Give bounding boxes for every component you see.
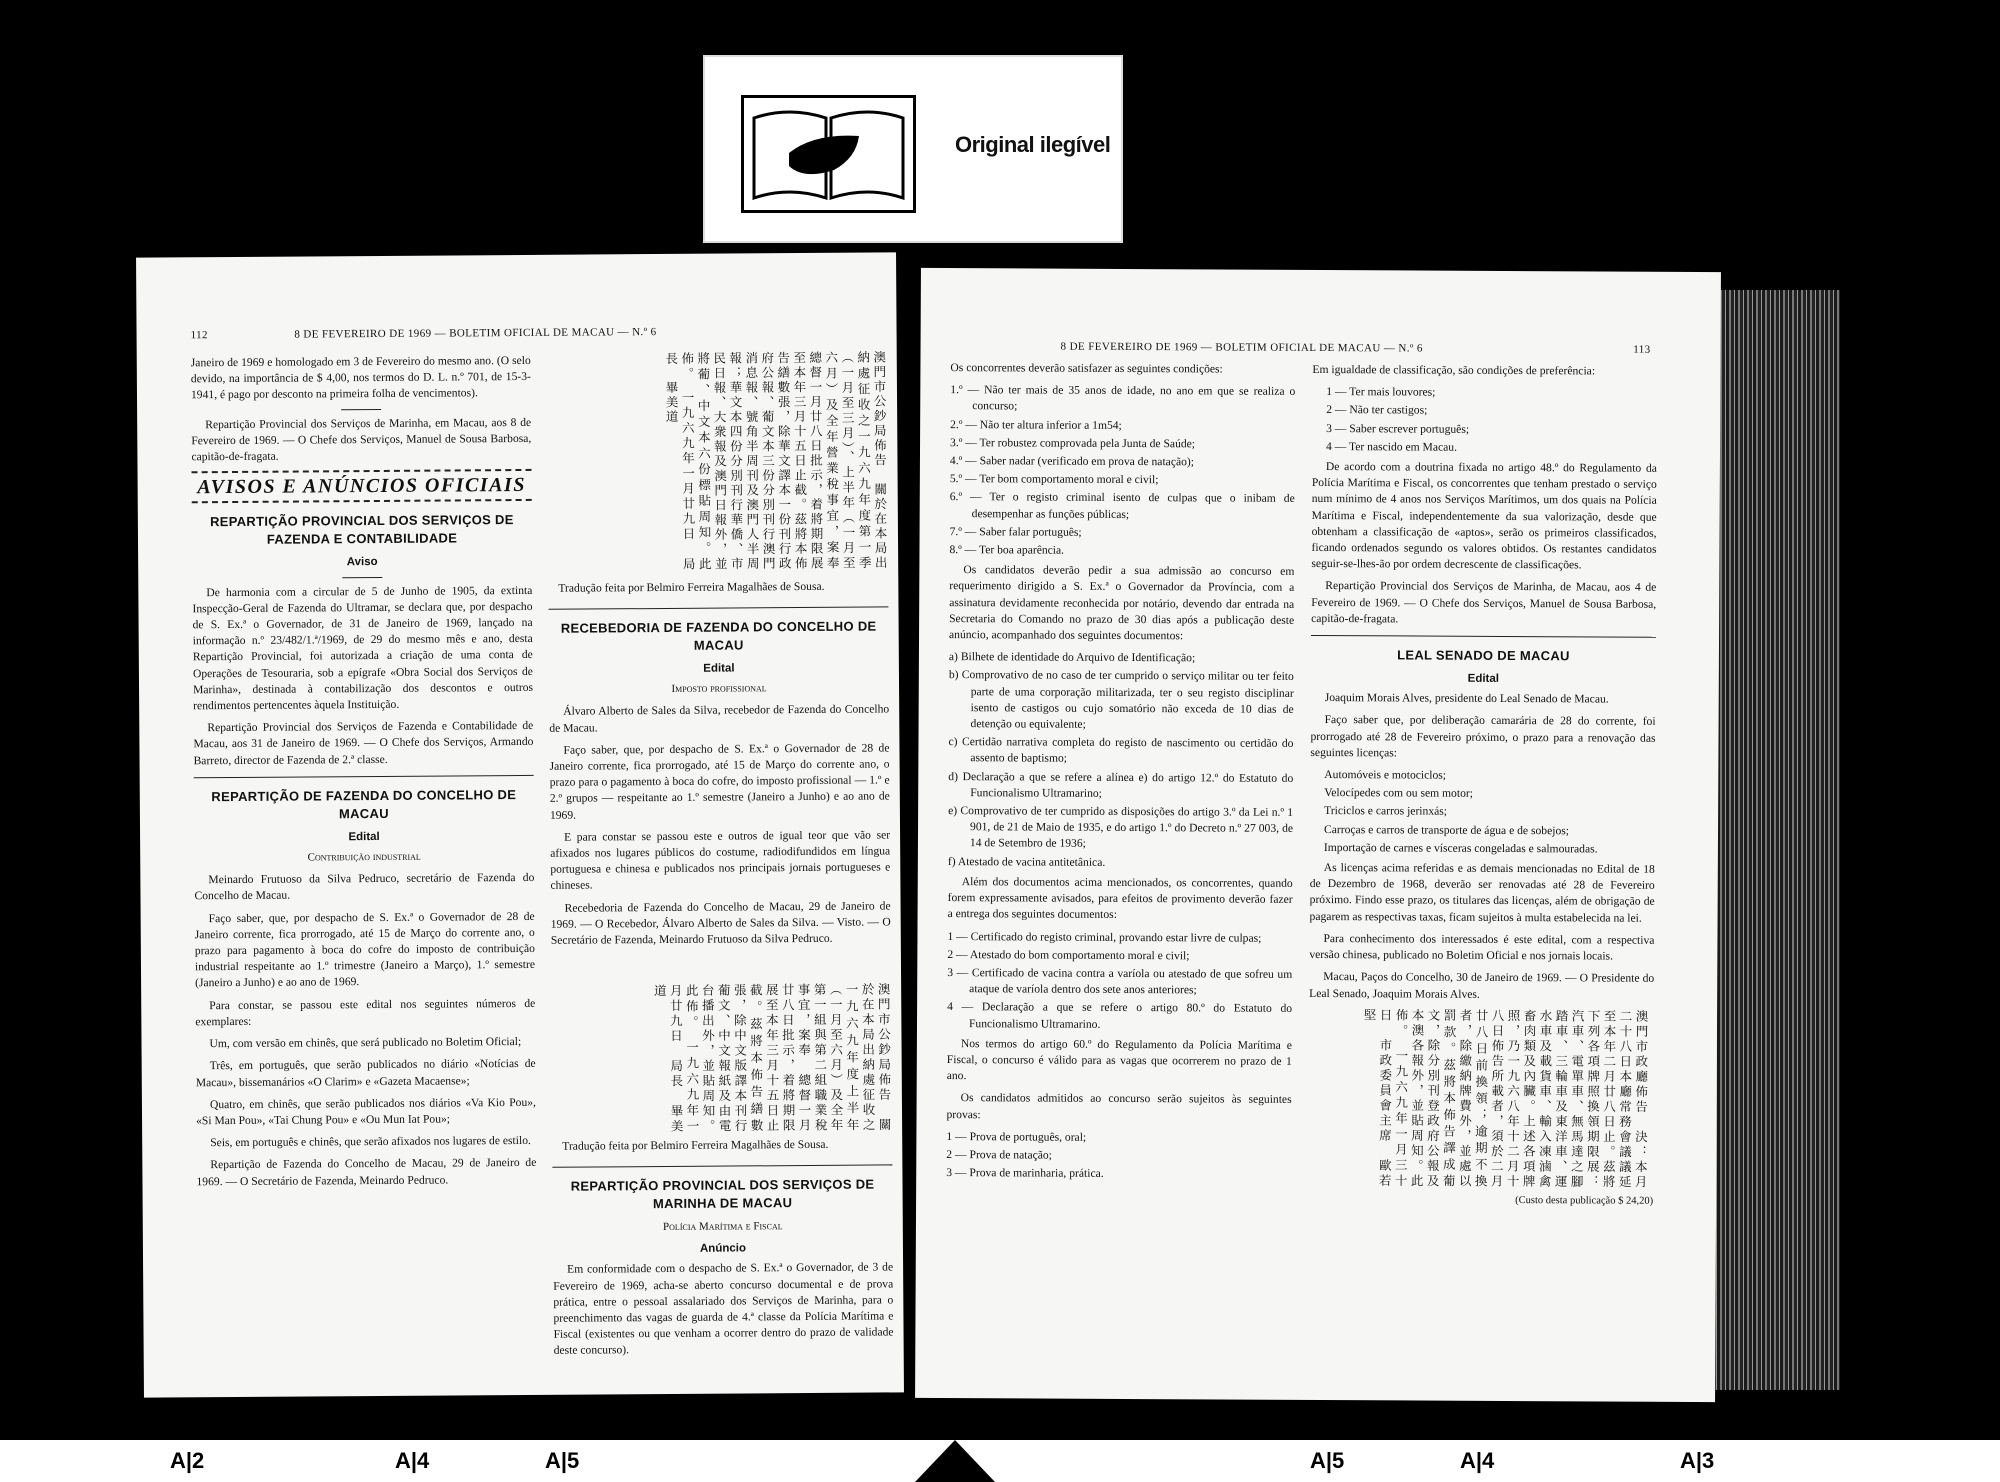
divider (341, 409, 381, 410)
frame-marker: A|3 (1680, 1448, 1715, 1473)
illegible-original-card (703, 55, 1123, 243)
chinese-notice: 澳門市政廳佈告 決：本月二十八日本廳常務會議議延至本年二月廿八日止。茲將下列各項牌照換領期限展：汽車、電單車、無馬達之腳踏車、三輪車及東洋車、運水車及載貨車、輸入凍滷禽畜肉類及內臟。上述各項牌照，乃一九六八年十二月十八日佈告所載者，須於二月廿八日前換領；逾期不換者，除繳納牌費外，並處以罰款。茲將本佈告譯成葡文，除分別刊登政府公報及本澳各報外，並貼周知。此佈。 一九六九年一月三十日 市政委員會主席 歐若堅 (1362, 1007, 1650, 1190)
center-arrow-icon (915, 1440, 995, 1482)
open-book-icon (741, 95, 916, 213)
list-item: Carroças e carros de transporte de água e de sobejos; (1323, 822, 1570, 837)
frame-marker: A|5 (545, 1448, 580, 1473)
section-subtitle: Anúncio (699, 1242, 747, 1255)
list-item: a) Bilhete de identidade do Arquivo de Identificação; (948, 650, 1196, 665)
section-subtitle: Aviso (346, 556, 378, 569)
paragraph: Faço saber, que, por despacho de S. Ex.ª o Governador de 28 de Janeiro corrente, fica prorrogado, até 15 de Março do corrente ano, o prazo para pagamento à boca do cofre do imposto de contribuição industrial respeitante ao 1.º trimestre (Janeiro a Março), 1.º semestre (Janeiro a Junho) e ao ano de 1969. (194, 909, 536, 990)
section-title: RECEBEDORIA DE FAZENDA DO CONCELHO DE MACAU (560, 618, 877, 653)
frame-marker: A|5 (1310, 1448, 1345, 1473)
header-text: 8 DE FEVEREIRO DE 1969 — BOLETIM OFICIAL DE MACAU — N.º 6 (294, 326, 657, 341)
paragraph: Três, em português, que serão publicados no diário «Notícias de Macau», bissemanários «O Clarim» e «Gazeta Macaense»; (195, 1057, 536, 1089)
list-item: 1 — Certificado do registo criminal, provando estar livre de culpas; (947, 929, 1262, 945)
licences-list (1324, 767, 1655, 858)
additional-documents-list (947, 929, 1293, 1034)
chinese-notice: 澳門市公鈔局佈告 關於在本局出納處征收之一九六九年度上半年（一月至六月）及全年第一組與第二組職業稅事宜，案奉 總督一月廿八日批示，着將期限展至本年三月十五日止截。茲將本佈告繕數張，除中文版譯本刊行葡文、中文報紙及由電台播出外，並貼周知。此佈。 一九六九年一月廿九日 局長 畢美道 (652, 982, 893, 1134)
paragraph: As licenças acima referidas e as demais mencionadas no Edital de 18 de Dezembro de 1968, deverão ser renovadas até 28 de Fevereiro próximo. Findo esse prazo, os titulares das licenças, além de obrigação de pagarem as respectivas taxas, ficam sujeitos à multa estabelecida na lei. (1309, 861, 1655, 925)
list-item: 7.º — Saber falar português; (949, 524, 1082, 539)
paragraph: Para constar, se passou este edital nos seguintes números de exemplares: (195, 996, 536, 1029)
section-label: Polícia Marítima e Fiscal (662, 1220, 783, 1234)
divider (342, 577, 382, 578)
list-item: 2 — Atestado do bom comportamento moral e civil; (947, 947, 1190, 963)
list-item: Automóveis e motociclos; (1324, 768, 1447, 782)
list-item: 1 — Ter mais louvores; (1326, 385, 1436, 399)
paragraph: Nos termos do artigo 60.º do Regulamento da Polícia Marítima e Fiscal, o concurso é válido para as vagas que ocorrerem no prazo de 1 ano. (946, 1036, 1292, 1083)
list-item: c) Certidão narrativa completa do registo de nascimento ou certidão do assento de baptismo; (948, 735, 1294, 766)
paragraph: E para constar se passou este e outros de igual teor que vão ser afixados nos lugares públicos do costume, radiodifundidos em língua portuguesa e chinesa e publicados nos principais jornais portugueses e chineses. (550, 828, 891, 893)
page-number: 113 (1633, 343, 1651, 356)
section-title: LEAL SENADO DE MACAU (1397, 647, 1570, 664)
list-item: 1 — Prova de português, oral; (946, 1129, 1087, 1144)
paragraph: Um, com versão em chinês, que será publicado no Boletim Oficial; (209, 1035, 522, 1051)
divider (194, 775, 534, 778)
list-item: 3 — Saber escrever português; (1326, 421, 1470, 436)
section-label: Imposto profissional (671, 682, 767, 696)
list-item: b) Comprovativo de no caso de ter cumprido o serviço militar ou ter feito parte de uma corporação militarizada, ter o seu registo disciplinar isento de castigos ou cujo somatório não exceda de 10 dias de detenção ou equivalente; (948, 668, 1294, 731)
left-page (136, 252, 904, 1397)
paragraph: Faço saber, que, por despacho de S. Ex.ª o Governador de 28 de Janeiro corrente, fica prorrogado, até 15 de Março do corrente ano, o prazo para o pagamento à boca do cofre, do imposto profissional — 1.º e 2.º grupos — respeitante ao 1.º semestre (Janeiro a Junho) e ao ano de 1969. (549, 741, 890, 822)
list-item: Velocípedes com ou sem motor; (1324, 786, 1474, 801)
list-item: 2 — Prova de natação; (946, 1147, 1052, 1162)
list-item: 4.º — Saber nadar (verificado em prova de natação); (949, 454, 1195, 469)
section-label: Contribuição industrial (307, 850, 421, 864)
paragraph: Em conformidade com o despacho de S. Ex.ª o Governador, de 3 de Fevereiro de 1969, acha-se aberto concurso documental e de prova prática, entre o pessoal assalariado dos Serviços de Marinha, para o preenchimento das vagas de guarda de 4.ª classe da Polícia Marítima e Fiscal (existentes ou que venham a ocorrer dentro do prazo de validade deste concurso). (553, 1260, 894, 1358)
list-item: Importação de carnes e vísceras congeladas e salmouradas. (1323, 840, 1598, 856)
right-column-2 (1307, 362, 1657, 1364)
frame-marker: A|4 (1460, 1448, 1495, 1473)
list-item: 3 — Prova de marinharia, prática. (946, 1166, 1104, 1181)
translation-credit: Tradução feita por Belmiro Ferreira Magalhães de Sousa. (558, 579, 825, 595)
translation-credit: Tradução feita por Belmiro Ferreira Magalhães de Sousa. (562, 1137, 829, 1153)
list-item: Triciclos e carros jerinxás; (1324, 804, 1448, 819)
documents-list (948, 649, 1294, 871)
section-title: REPARTIÇÃO PROVINCIAL DOS SERVIÇOS DE FAZENDA E CONTABILIDADE (209, 512, 514, 548)
paragraph: Quatro, em chinês, que serão publicados nos diários «Va Kio Pou», «Si Man Pou», «Tai Chung Pou» e «Ou Mun Iat Pou»; (196, 1095, 536, 1128)
illegible-label: Original ilegível (955, 132, 1111, 157)
running-header (1061, 341, 1651, 356)
list-item: 5.º — Ter bom comportamento moral e civil; (949, 472, 1159, 487)
paragraph: De harmonia com a circular de 5 de Junho de 1905, da extinta Inspecção-Geral de Fazenda do Ultramar, se declara que, por despacho de S. Ex.ª o Governador, de 31 de Janeiro de 1969, lançado na informação n.º 23/482/1.ª/1969, de 29 do mesmo mês e ano, desta Repartição Provincial, foi autorizada a criação de uma conta de Operações de Tesouraria, sob a epígrafe «Obra Social dos Serviços de Marinha», destinada à contabilização dos descontos e outros rendimentos pertencentes àquela Instituição. (192, 583, 534, 713)
paragraph: Repartição de Fazenda do Concelho de Macau, 29 de Janeiro de 1969. — O Secretário de Fazenda, Meinardo Pedruco. (196, 1156, 537, 1188)
paragraph: Os concorrentes deverão satisfazer as seguintes condições: (950, 361, 1223, 376)
list-item: 2 — Não ter castigos; (1326, 403, 1428, 417)
list-item: 4 — Ter nascido em Macau. (1326, 439, 1458, 454)
chinese-notice: 澳門市公鈔局佈告 關於在本局出納處征收之一九六九年度第一季（一月至三月）、上半年（一月至六月）及全年營業稅事宜，案奉 總督一月廿八日批示，着將期限展至本年三月十五日止截。茲將本佈告繕數張，除華文譯本一份刊行政府公報、葡文本三份分別刊行澳門消息報、號角半周刊及澳門人半周報；華文本四份分別刊行華僑、市民日報、大衆報及澳門日報外，並將葡、中文本六份標貼周知。此佈。 一九六九年一月廿九日 局長 畢美道 (663, 350, 889, 586)
page-number: 112 (190, 329, 208, 342)
list-item: 3.º — Ter robustez comprovada pela Junta de Saúde; (950, 435, 1196, 451)
list-item: e) Comprovativo de ter cumprido as disposições do artigo 3.º da Lei n.º 1 901, de 21 de Maio de 1935, e do artigo 1.º do Decreto n.º 27 003, de 14 de Setembro de 1936; (948, 804, 1294, 851)
left-column-1 (191, 353, 537, 1196)
right-page (915, 268, 1721, 1402)
signature-paragraph: Repartição Provincial dos Serviços de Marinha, de Macau, aos 4 de Fevereiro de 1969. — O Chefe dos Serviços, Manuel de Sousa Barbosa, capitão-de-fragata. (1311, 579, 1657, 626)
divider (552, 1164, 892, 1167)
section-title: REPARTIÇÃO DE FAZENDA DO CONCELHO DE MACAU (211, 786, 517, 822)
header-text: 8 DE FEVEREIRO DE 1969 — BOLETIM OFICIAL DE MACAU — N.º 6 (1060, 340, 1423, 355)
frame-marker: A|4 (395, 1448, 430, 1473)
list-item: f) Atestado de vacina antitetânica. (947, 854, 1106, 869)
paragraph: Recebedoria de Fazenda do Concelho de Macau, 29 de Janeiro de 1969. — O Recebedor, Álvaro Alberto de Sales da Silva. — Visto. — O Secretário de Fazenda, Meinardo Frutuoso da Silva Pedruco. (550, 899, 891, 947)
list-item: 3 — Certificado de vacina contra a varíola ou atestado de que sofreu um ataque de varíola dentro dos sete anos anteriores; (947, 965, 1293, 997)
paragraph: Faço saber que, por deliberação camarária de 28 do corrente, foi prorrogado até 28 de Fevereiro próximo, o prazo para a renovação das seguintes licenças: (1310, 713, 1656, 760)
paragraph: Repartição Provincial dos Serviços de Fazenda e Contabilidade de Macau, aos 31 de Janeiro de 1969. — O Chefe dos Serviços, Armando Barreto, director de Fazenda de 2.ª classe. (193, 719, 534, 767)
running-header (191, 325, 857, 342)
paragraph: Para conhecimento dos interessados é este edital, com a respectiva versão chinesa, publicado no Boletim Oficial e nos jornais locais. (1309, 931, 1655, 963)
paragraph: Álvaro Alberto de Sales da Silva, recebedor de Fazenda do Concelho de Macau. (549, 702, 890, 735)
paragraph: Janeiro de 1969 e homologado em 3 de Fevereiro do mesmo ano. (O selo devido, na importância de $ 4,00, nos termos do D. L. n.º 701, de 15-3-1941, é pago por desconto na primeira folha de vencimentos). (190, 353, 531, 402)
paragraph: Os candidatos admitidos ao concurso serão sujeitos às seguintes provas: (946, 1091, 1292, 1121)
right-column-1 (946, 360, 1295, 1187)
section-banner: AVISOS E ANÚNCIOS OFICIAIS (192, 469, 532, 504)
list-item: 6.º — Ter o registo criminal isento de culpas que o inibam de desempenhar as funções públicas; (949, 490, 1295, 521)
section-title: REPARTIÇÃO PROVINCIAL DOS SERVIÇOS DE MARINHA DE MACAU (570, 1176, 875, 1212)
list-item: 4 — Declaração a que se refere o artigo 80.º do Estatuto do Funcionalismo Ultramarino. (947, 1000, 1293, 1031)
list-item: d) Declaração a que se refere a alínea e) do artigo 12.º do Estatuto do Funcionalismo Ultramarino; (948, 769, 1294, 800)
exams-list (946, 1129, 1291, 1183)
paragraph: De acordo com a doutrina fixada no artigo 48.º do Regulamento da Polícia Marítima e Fiscal, os concorrentes que tenham prestado o serviço num mínimo de 4 anos nos Serviços Marítimos, um dos quais na Polícia Marítima e Fiscal, independentemente da sua valorização, desde que obtenham a classificação de «aptos», serão os primeiros classificados, ficando ordenados segundo os valores obtidos. Os restantes candidatos seguir-se-lhes-ão por ordem decrescente de classificações. (1311, 460, 1657, 572)
paragraph: Seis, em português e chinês, que serão afixados nos lugares de estilo. (210, 1134, 531, 1150)
signature-paragraph: Macau, Paços do Concelho, 30 de Janeiro de 1969. — O Presidente do Leal Senado, Joaquim Morais Alves. (1309, 970, 1655, 1001)
list-item: 1.º — Não ter mais de 35 anos de idade, no ano em que se realiza o concurso; (950, 383, 1296, 413)
frame-marker: A|2 (170, 1448, 205, 1473)
divider (548, 606, 888, 609)
paragraph: Os candidatos deverão pedir a sua admissão ao concurso em requerimento dirigido a S. Ex.ª o Governador da Província, com a assinatura devidamente reconhecida por notário, devendo dar entrada na Secretaria do Comando no prazo de 30 dias após a publicação deste anúncio, acompanhado dos seguintes documentos: (949, 563, 1295, 643)
paragraph: Além dos documentos acima mencionados, os concorrentes, quando forem expressamente avisados, para efeitos de provimento deverão fazer a entrega dos seguintes documentos: (947, 875, 1293, 922)
list-item: 8.º — Ter boa aparência. (949, 543, 1065, 557)
section-subtitle: Edital (1467, 672, 1500, 685)
conditions-list (949, 382, 1295, 560)
signature-paragraph: Repartição Provincial dos Serviços de Marinha, em Macau, aos 8 de Fevereiro de 1969. — O Chefe dos Serviços, Manuel de Sousa Barbosa, capitão-de-fragata. (191, 415, 532, 464)
paragraph: Joaquim Morais Alves, presidente do Leal Senado de Macau. (1324, 691, 1609, 706)
left-column-2 (547, 350, 894, 1358)
section-subtitle: Edital (703, 662, 735, 675)
paragraph: Em igualdade de classificação, são condições de preferência: (1312, 362, 1596, 378)
section-subtitle: Edital (348, 830, 380, 844)
paragraph: Meinardo Frutuoso da Silva Pedruco, secretário de Fazenda do Concelho de Macau. (194, 871, 535, 903)
list-item: 2.º — Não ter altura inferior a 1m54; (950, 417, 1122, 432)
divider (1311, 635, 1656, 638)
preferences-list (1326, 384, 1657, 457)
publication-cost: (Custo desta publicação $ 24,20) (1515, 1194, 1654, 1207)
